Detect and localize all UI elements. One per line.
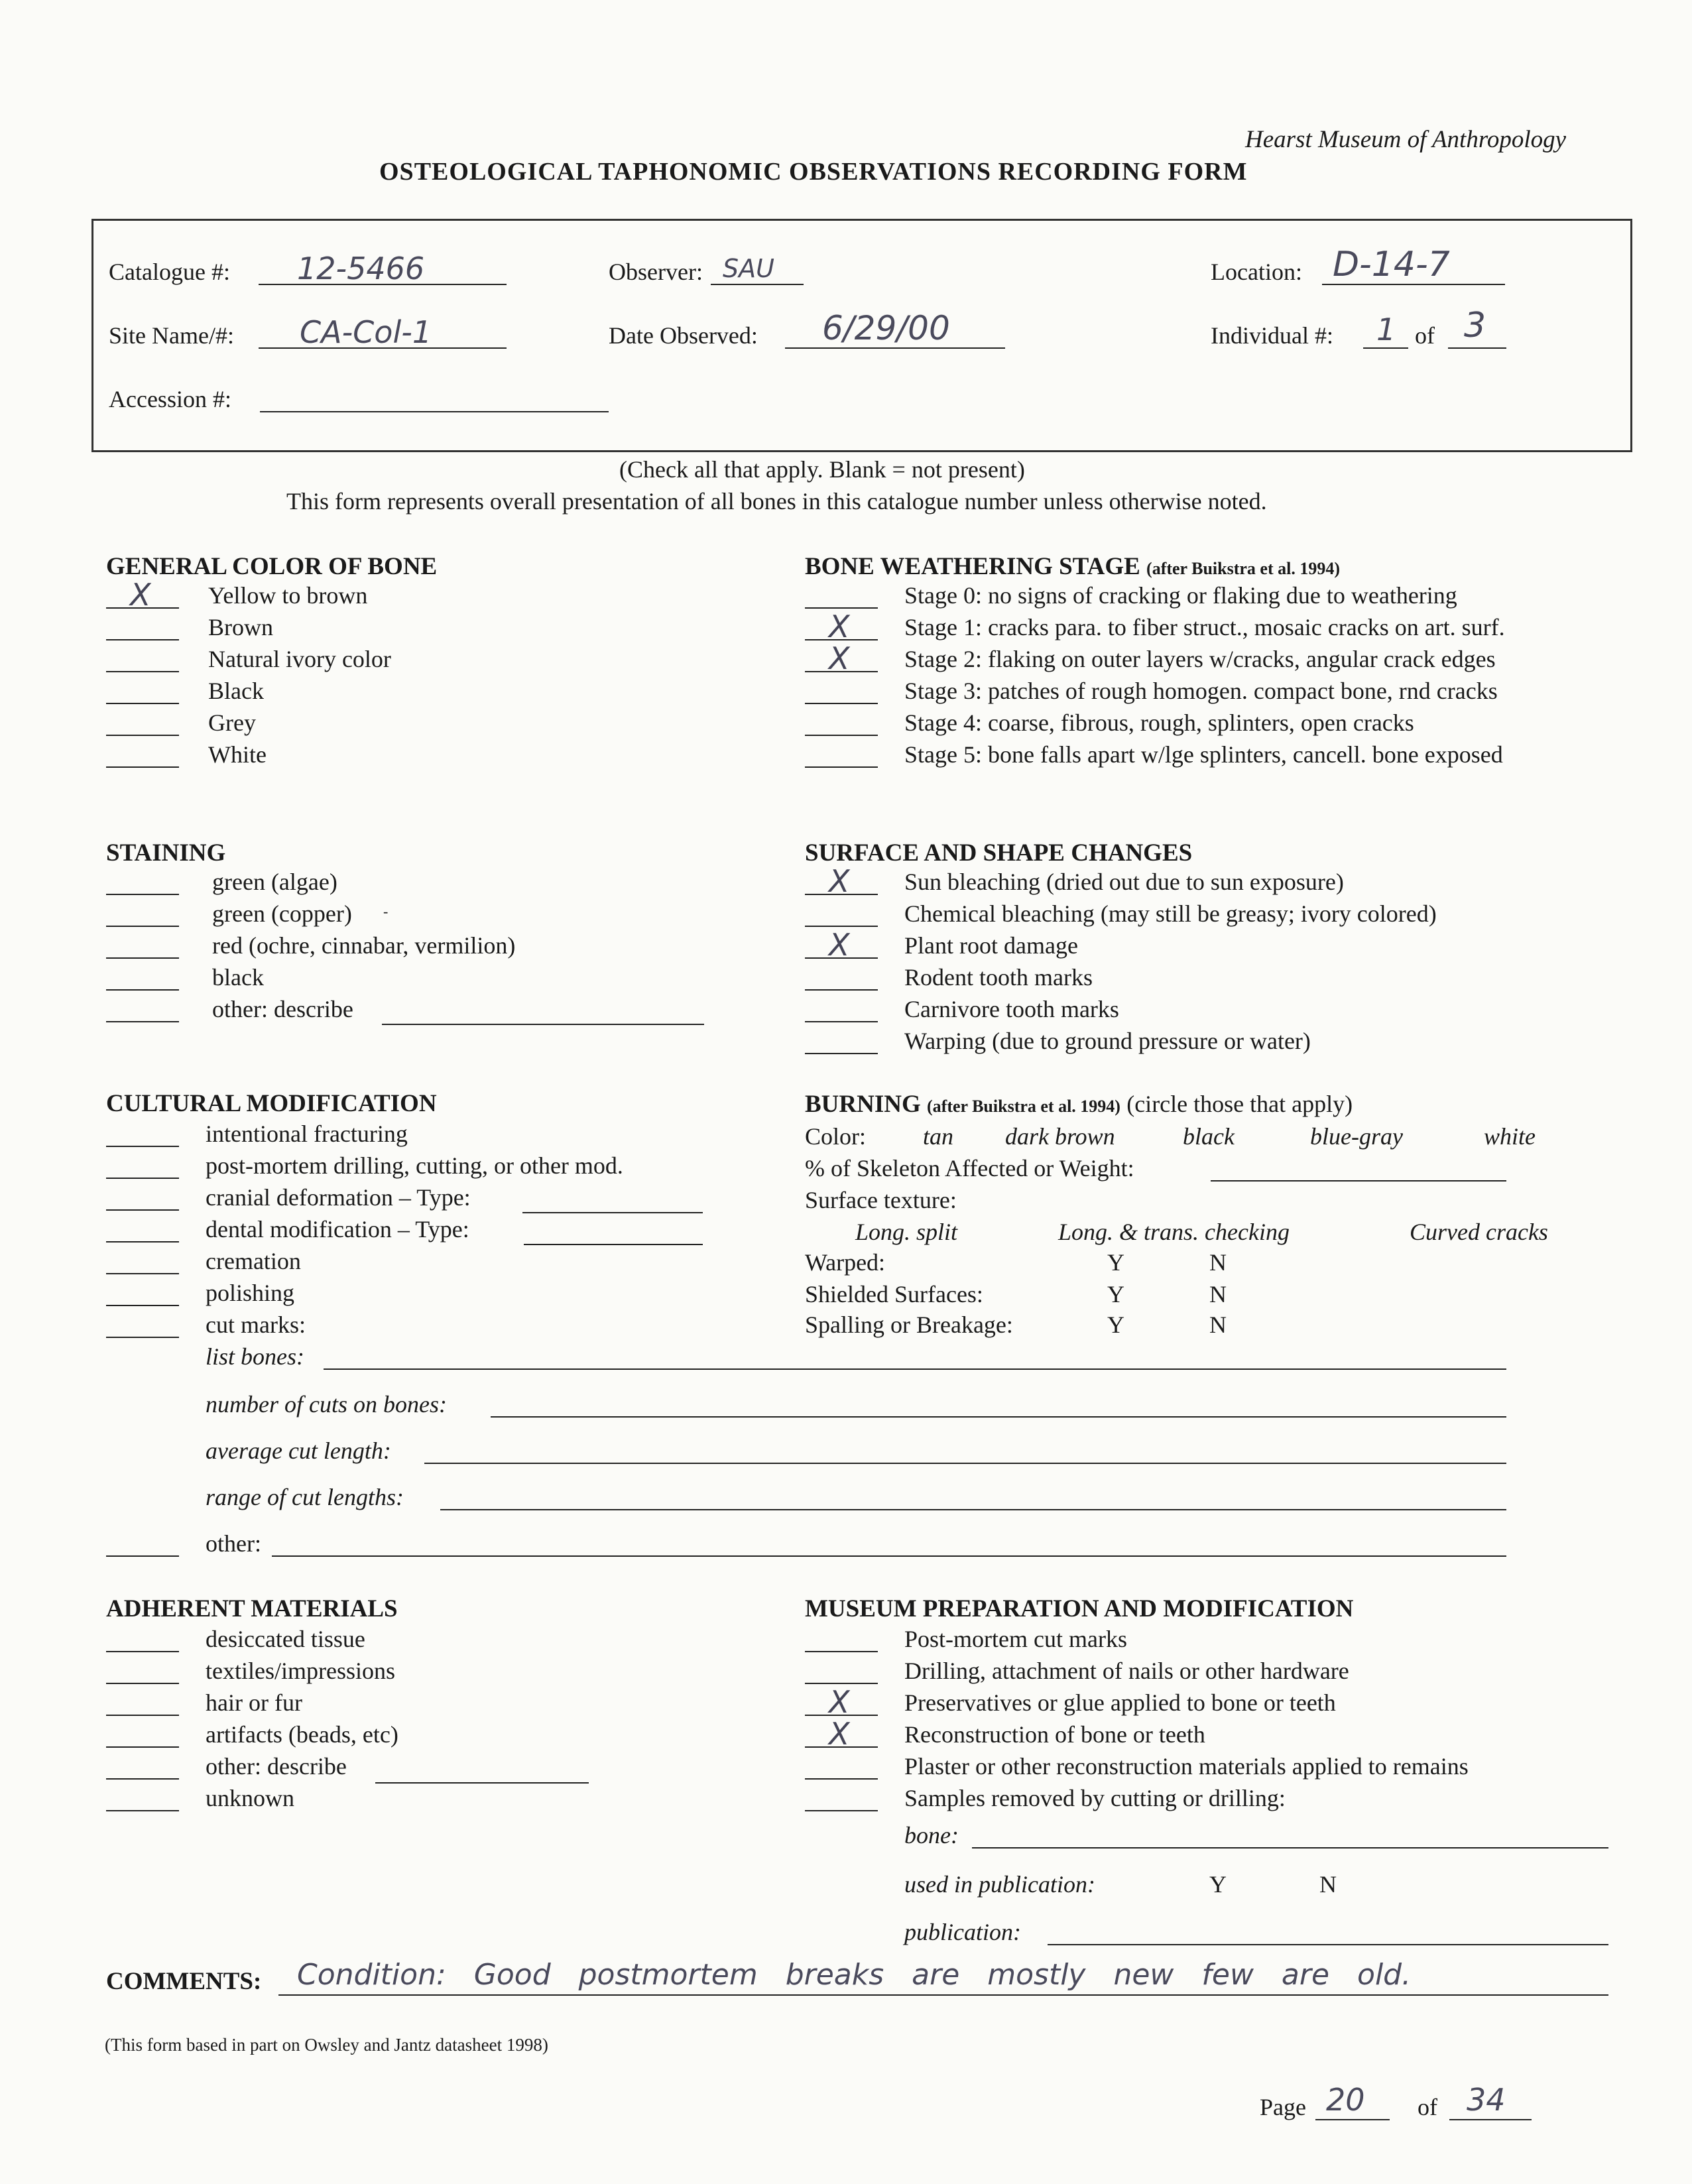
publication-used-n[interactable]: N xyxy=(1319,1871,1337,1898)
cultural-item-label: cut marks: xyxy=(206,1311,306,1338)
adherent-item-blank[interactable] xyxy=(106,1778,179,1780)
museum-prep-item-check-mark: X xyxy=(829,1684,850,1720)
number-cuts-label: number of cuts on bones: xyxy=(206,1391,447,1418)
surface-item-check-mark: X xyxy=(829,927,850,963)
range-cut-label: range of cut lengths: xyxy=(206,1484,404,1510)
weathering-item-check-mark: X xyxy=(829,640,850,676)
museum-prep-item-label: Samples removed by cutting or drilling: xyxy=(904,1785,1286,1811)
museum-name: Hearst Museum of Anthropology xyxy=(1245,126,1567,153)
surface-heading: SURFACE AND SHAPE CHANGES xyxy=(805,839,1193,867)
warped-n[interactable]: N xyxy=(1209,1249,1227,1276)
page-total-field[interactable] xyxy=(1449,2119,1532,2120)
general-color-item-blank[interactable] xyxy=(106,766,179,768)
weathering-item-blank[interactable] xyxy=(805,735,878,736)
weathering-item-label: Stage 1: cracks para. to fiber struct., mosaic cracks on art. surf. xyxy=(904,614,1505,640)
burning-heading-tail: (circle those that apply) xyxy=(1126,1091,1353,1117)
surface-item-blank[interactable] xyxy=(805,989,878,991)
general-color-item-check-mark: X xyxy=(130,577,151,613)
spalling-y[interactable]: Y xyxy=(1107,1311,1124,1338)
general-color-item-blank[interactable] xyxy=(106,639,179,640)
site-value: CA-Col-1 xyxy=(300,314,432,350)
date-value: 6/29/00 xyxy=(822,309,950,347)
staining-item-blank[interactable] xyxy=(106,957,179,959)
spalling-n[interactable]: N xyxy=(1209,1311,1227,1338)
date-label: Date Observed: xyxy=(609,322,758,349)
instructions-note: This form represents overall presentation of all bones in this catalogue number unless otherwise noted. xyxy=(286,488,1267,515)
cultural-item-blank[interactable] xyxy=(106,1337,179,1338)
range-cut-field[interactable] xyxy=(440,1509,1506,1510)
burn-color-blue-gray[interactable]: blue-gray xyxy=(1310,1123,1403,1150)
avg-cut-label: average cut length: xyxy=(206,1437,391,1464)
museum-prep-heading: MUSEUM PREPARATION AND MODIFICATION xyxy=(805,1595,1354,1622)
prep-bone-label: bone: xyxy=(904,1822,959,1849)
general-color-item-label: Grey xyxy=(208,709,256,736)
dental-type-field[interactable] xyxy=(524,1244,703,1245)
staining-heading: STAINING xyxy=(106,839,226,867)
museum-prep-item-label: Post-mortem cut marks xyxy=(904,1626,1127,1652)
cranial-type-field[interactable] xyxy=(522,1212,703,1213)
weathering-item-label: Stage 3: patches of rough homogen. compact bone, rnd cracks xyxy=(904,678,1498,704)
page-of-label: of xyxy=(1418,2094,1437,2120)
list-bones-label: list bones: xyxy=(206,1343,304,1370)
burn-color-dark-brown[interactable]: dark brown xyxy=(1005,1123,1115,1150)
cultural-item-blank[interactable] xyxy=(106,1178,179,1179)
weathering-item-label: Stage 4: coarse, fibrous, rough, splinters, open cracks xyxy=(904,709,1414,736)
adherent-item-label: unknown xyxy=(206,1785,294,1811)
adherent-other-field[interactable] xyxy=(375,1782,589,1784)
location-label: Location: xyxy=(1211,259,1302,285)
general-color-item-blank[interactable] xyxy=(106,735,179,736)
shielded-label: Shielded Surfaces: xyxy=(805,1281,983,1307)
museum-prep-item-blank[interactable] xyxy=(805,1810,878,1811)
general-color-item-blank[interactable] xyxy=(106,671,179,672)
comments-value: Condition: Good postmortem breaks are mostly new few are old. xyxy=(297,1958,1412,1992)
burn-color-tan[interactable]: tan xyxy=(923,1123,954,1150)
cultural-item-blank[interactable] xyxy=(106,1146,179,1147)
weathering-item-label: Stage 2: flaking on outer layers w/cracks, angular crack edges xyxy=(904,646,1496,672)
general-color-item-label: Natural ivory color xyxy=(208,646,391,672)
weathering-item-label: Stage 0: no signs of cracking or flaking due to weathering xyxy=(904,582,1457,609)
museum-prep-item-check-mark: X xyxy=(829,1716,850,1752)
adherent-item-label: other: describe xyxy=(206,1753,347,1780)
comments-field[interactable] xyxy=(278,1994,1608,1996)
adherent-item-label: desiccated tissue xyxy=(206,1626,365,1652)
cultural-item-label: cranial deformation – Type: xyxy=(206,1184,471,1211)
avg-cut-field[interactable] xyxy=(424,1463,1506,1464)
museum-prep-item-blank[interactable] xyxy=(805,1778,878,1780)
adherent-item-blank[interactable] xyxy=(106,1715,179,1716)
museum-prep-item-label: Reconstruction of bone or teeth xyxy=(904,1721,1205,1748)
stray-mark: - xyxy=(383,903,389,920)
museum-prep-item-label: Plaster or other reconstruction materials applied to remains xyxy=(904,1753,1469,1780)
burning-color-label: Color: xyxy=(805,1123,867,1150)
surface-item-label: Warping (due to ground pressure or water) xyxy=(904,1028,1311,1054)
general-color-heading: GENERAL COLOR OF BONE xyxy=(106,553,438,580)
footer-note: (This form based in part on Owsley and Jantz datasheet 1998) xyxy=(105,2035,548,2055)
burn-color-black[interactable]: black xyxy=(1183,1123,1235,1150)
weathering-item-check-mark: X xyxy=(829,609,850,644)
staining-item-blank[interactable] xyxy=(106,989,179,991)
warped-label: Warped: xyxy=(805,1249,886,1276)
cultural-item-blank[interactable] xyxy=(106,1209,179,1211)
page-label: Page xyxy=(1260,2094,1306,2120)
staining-item-label: black xyxy=(212,964,264,991)
staining-item-label: other: describe xyxy=(212,996,353,1022)
museum-prep-item-label: Preservatives or glue applied to bone or teeth xyxy=(904,1689,1336,1716)
warped-y[interactable]: Y xyxy=(1107,1249,1124,1276)
adherent-item-label: textiles/impressions xyxy=(206,1658,395,1684)
staining-item-blank[interactable] xyxy=(106,894,179,895)
individual-value: 1 xyxy=(1376,312,1396,347)
cultural-item-label: dental modification – Type: xyxy=(206,1216,469,1243)
accession-label: Accession #: xyxy=(109,386,231,412)
burning-heading-note: (after Buikstra et al. 1994) xyxy=(927,1097,1120,1116)
general-color-item-label: Black xyxy=(208,678,264,704)
list-bones-field[interactable] xyxy=(324,1368,1506,1370)
museum-prep-item-label: Drilling, attachment of nails or other hardware xyxy=(904,1658,1349,1684)
cultural-item-blank[interactable] xyxy=(106,1241,179,1243)
number-cuts-field[interactable] xyxy=(491,1416,1506,1418)
texture-curved[interactable]: Curved cracks xyxy=(1410,1219,1548,1245)
surface-item-blank[interactable] xyxy=(805,1021,878,1022)
general-color-item-blank[interactable] xyxy=(106,703,179,704)
general-color-item-label: Brown xyxy=(208,614,273,640)
individual-label: Individual #: xyxy=(1211,322,1333,349)
shielded-y[interactable]: Y xyxy=(1107,1281,1124,1307)
burning-heading xyxy=(805,1090,1353,1121)
spalling-label: Spalling or Breakage: xyxy=(805,1311,1013,1338)
texture-long-split[interactable]: Long. split xyxy=(855,1219,958,1245)
publication-used-label: used in publication: xyxy=(904,1871,1095,1898)
adherent-item-blank[interactable] xyxy=(106,1810,179,1811)
individual-total-value: 3 xyxy=(1464,306,1486,345)
cultural-item-label: polishing xyxy=(206,1280,295,1306)
burn-texture-label: Surface texture: xyxy=(805,1187,957,1213)
observer-label: Observer: xyxy=(609,259,703,285)
cultural-item-blank[interactable] xyxy=(106,1305,179,1306)
cultural-item-label: intentional fracturing xyxy=(206,1121,408,1147)
burning-heading-text: BURNING xyxy=(805,1091,921,1118)
weathering-item-blank[interactable] xyxy=(805,766,878,768)
staining-item-label: green (copper) xyxy=(212,900,352,927)
adherent-item-label: hair or fur xyxy=(206,1689,302,1716)
staining-item-label: red (ochre, cinnabar, vermilion) xyxy=(212,932,516,959)
weathering-heading xyxy=(805,553,1340,583)
weathering-heading-text: BONE WEATHERING STAGE xyxy=(805,553,1140,580)
adherent-item-blank[interactable] xyxy=(106,1683,179,1684)
other-mod-field[interactable] xyxy=(272,1555,1506,1557)
burn-percent-field[interactable] xyxy=(1211,1180,1506,1182)
catalogue-label: Catalogue #: xyxy=(109,259,230,285)
prep-bone-field[interactable] xyxy=(972,1847,1608,1849)
accession-field[interactable] xyxy=(260,411,609,412)
surface-item-label: Carnivore tooth marks xyxy=(904,996,1119,1022)
observer-value: SAU xyxy=(723,254,774,283)
surface-item-label: Chemical bleaching (may still be greasy; ivory colored) xyxy=(904,900,1437,927)
site-label: Site Name/#: xyxy=(109,322,234,349)
cultural-item-blank[interactable] xyxy=(106,1273,179,1274)
form-title: OSTEOLOGICAL TAPHONOMIC OBSERVATIONS RECORDING FORM xyxy=(379,158,1248,186)
instructions-check: (Check all that apply. Blank = not present) xyxy=(619,456,1025,483)
adherent-item-label: artifacts (beads, etc) xyxy=(206,1721,398,1748)
individual-total-field[interactable] xyxy=(1448,347,1506,349)
surface-item-check-mark: X xyxy=(829,863,850,899)
staining-other-field[interactable] xyxy=(382,1024,704,1025)
publication-used-y[interactable]: Y xyxy=(1209,1871,1227,1898)
other-mod-label: other: xyxy=(206,1530,261,1557)
other-mod-blank[interactable] xyxy=(106,1555,179,1557)
general-color-item-label: White xyxy=(208,741,267,768)
individual-field[interactable] xyxy=(1363,347,1408,349)
page-number-value: 20 xyxy=(1326,2082,1365,2118)
page-number-field[interactable] xyxy=(1315,2119,1390,2120)
cultural-item-label: post-mortem drilling, cutting, or other mod. xyxy=(206,1152,623,1179)
weathering-item-label: Stage 5: bone falls apart w/lge splinters, cancell. bone exposed xyxy=(904,741,1503,768)
publication-label: publication: xyxy=(904,1919,1021,1945)
burn-color-white[interactable]: white xyxy=(1484,1123,1536,1150)
surface-item-blank[interactable] xyxy=(805,1053,878,1054)
general-color-item-label: Yellow to brown xyxy=(208,582,368,609)
surface-item-label: Plant root damage xyxy=(904,932,1078,959)
page-total-value: 34 xyxy=(1467,2082,1506,2118)
publication-field[interactable] xyxy=(1048,1944,1608,1945)
museum-prep-item-blank[interactable] xyxy=(805,1651,878,1652)
staining-item-blank[interactable] xyxy=(106,1021,179,1022)
date-field[interactable] xyxy=(785,347,1005,349)
adherent-item-blank[interactable] xyxy=(106,1651,179,1652)
individual-of-label: of xyxy=(1415,322,1435,349)
adherent-heading: ADHERENT MATERIALS xyxy=(106,1595,398,1622)
staining-item-blank[interactable] xyxy=(106,926,179,927)
location-value: D-14-7 xyxy=(1333,245,1450,284)
cultural-heading: CULTURAL MODIFICATION xyxy=(106,1090,437,1117)
burn-percent-label: % of Skeleton Affected or Weight: xyxy=(805,1155,1134,1182)
texture-checking[interactable]: Long. & trans. checking xyxy=(1058,1219,1290,1245)
adherent-item-blank[interactable] xyxy=(106,1746,179,1748)
comments-label: COMMENTS: xyxy=(106,1968,262,1995)
weathering-item-blank[interactable] xyxy=(805,703,878,704)
surface-item-label: Rodent tooth marks xyxy=(904,964,1093,991)
surface-item-label: Sun bleaching (dried out due to sun exposure) xyxy=(904,869,1344,895)
catalogue-value: 12-5466 xyxy=(297,251,425,286)
weathering-heading-note: (after Buikstra et al. 1994) xyxy=(1146,559,1341,578)
cultural-item-label: cremation xyxy=(206,1248,301,1274)
shielded-n[interactable]: N xyxy=(1209,1281,1227,1307)
staining-item-label: green (algae) xyxy=(212,869,337,895)
